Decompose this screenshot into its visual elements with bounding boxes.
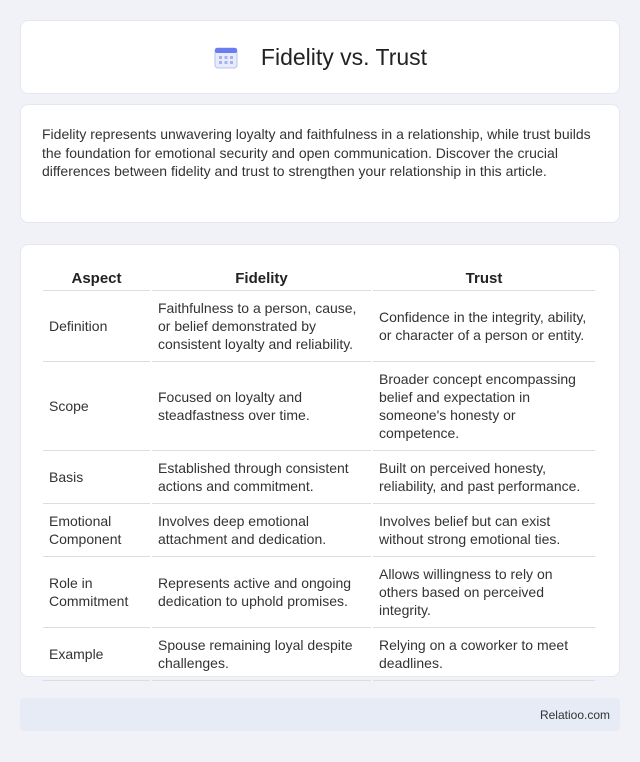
comparison-card (20, 244, 620, 677)
table-header-row (43, 265, 595, 291)
fidelity-cell: Spouse remaining loyal despite challenges. (152, 628, 371, 681)
column-header-trust: Trust (373, 265, 595, 291)
trust-cell: Involves belief but can exist without strong emotional ties. (373, 504, 595, 557)
aspect-cell: Emotional Component (43, 504, 150, 557)
aspect-cell: Role in Commitment (43, 557, 150, 628)
aspect-cell: Basis (43, 451, 150, 504)
trust-cell: Broader concept encompassing belief and expectation in someone's honesty or competence. (373, 362, 595, 451)
trust-cell: Built on perceived honesty, reliability, and past performance. (373, 451, 595, 504)
fidelity-cell: Focused on loyalty and steadfastness over time. (152, 362, 371, 451)
calendar-icon (213, 45, 239, 69)
table-row (43, 504, 595, 557)
fidelity-cell: Involves deep emotional attachment and dedication. (152, 504, 371, 557)
footer-brand: Relatioo.com (539, 707, 610, 722)
table-row (43, 451, 595, 504)
table-row (43, 628, 595, 681)
trust-cell: Allows willingness to rely on others based on perceived integrity. (373, 557, 595, 628)
table-row (43, 291, 595, 362)
footer-bar (20, 698, 620, 731)
table-row (43, 362, 595, 451)
fidelity-cell: Faithfulness to a person, cause, or belief demonstrated by consistent loyalty and reliability. (152, 291, 371, 362)
column-header-aspect: Aspect (43, 265, 150, 291)
fidelity-cell: Represents active and ongoing dedication to uphold promises. (152, 557, 371, 628)
fidelity-cell: Established through consistent actions and commitment. (152, 451, 371, 504)
trust-cell: Confidence in the integrity, ability, or character of a person or entity. (373, 291, 595, 362)
comparison-table (41, 265, 597, 681)
aspect-cell: Example (43, 628, 150, 681)
aspect-cell: Definition (43, 291, 150, 362)
trust-cell: Relying on a coworker to meet deadlines. (373, 628, 595, 681)
aspect-cell: Scope (43, 362, 150, 451)
column-header-fidelity: Fidelity (152, 265, 371, 291)
intro-text: Fidelity represents unwavering loyalty and faithfulness in a relationship, while trust builds the foundation for emotional security and open communication. Discover the crucial differences between fidelity and trust to strengthen your relationship in this article. (42, 126, 591, 179)
table-row (43, 557, 595, 628)
page-title: Fidelity vs. Trust (260, 43, 428, 70)
intro-card (20, 104, 620, 223)
header-card (20, 20, 620, 94)
